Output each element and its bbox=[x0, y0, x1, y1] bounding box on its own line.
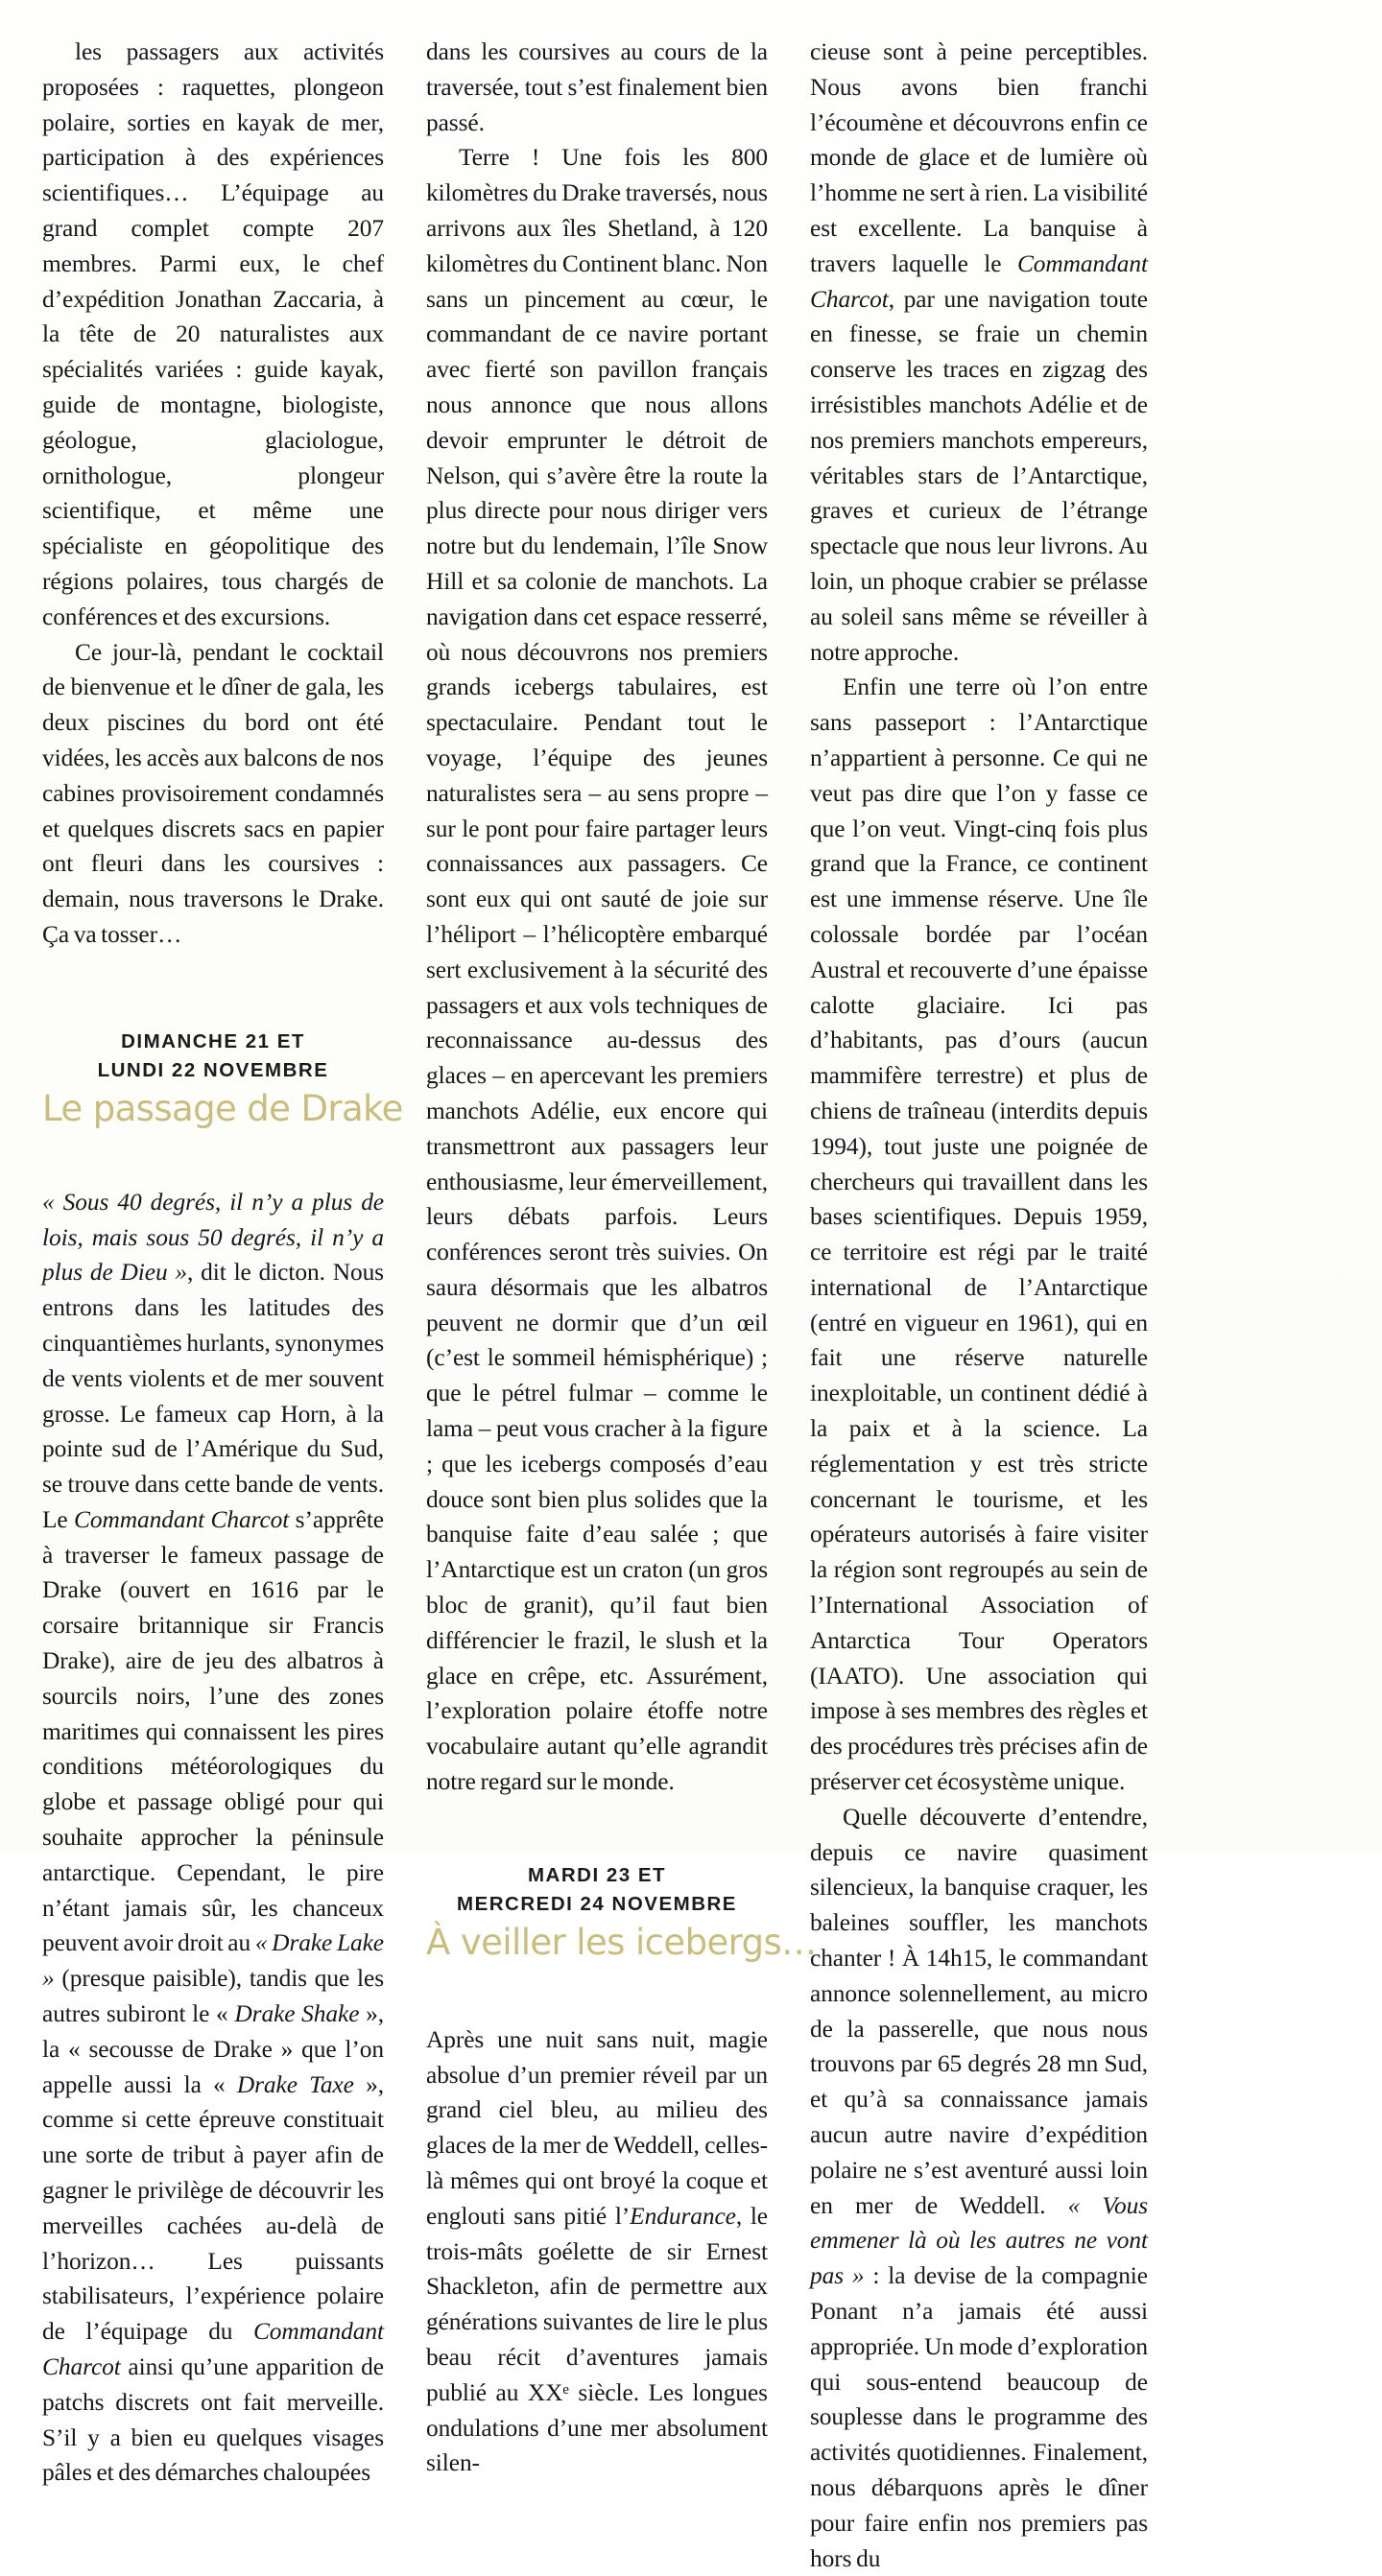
text-run: », la « secousse de Drake » que l’on appelle aussi la « bbox=[42, 2000, 384, 2098]
text-run: , le trois-mâts goélette de sir Ernest Shackleton, afin de permettre aux générations suivantes de lire le plus beau récit d’aventures jamais publié au XXᵉ siècle. Les longues ondulations d’une mer absolument silen- bbox=[426, 2202, 768, 2477]
paragraph bbox=[810, 1800, 1148, 2576]
paragraph: Terre ! Une fois les 800 kilomètres du Drake traversés, nous arrivons aux îles Shetland, à 120 kilomètres du Continent blanc. Non sans un pincement au cœur, le commandant de ce navire portant avec fierté son pavillon français nous annonce que nous allons devoir emprunter le détroit de Nelson, qui s’avère être la route la plus directe pour nous diriger vers notre but du lendemain, l’île Snow Hill et sa colonie de manchots. La navigation dans cet espace resserré, où nous découvrons nos premiers grands icebergs tabulaires, est spectaculaire. Pendant tout le voyage, l’équipe des jeunes naturalistes sera – au sens propre – sur le pont pour faire partager leurs connaissances aux passagers. Ce sont eux qui ont sauté de joie sur l’héliport – l’hélicoptère embarqué sert exclusivement à la sécurité des passagers et aux vols techniques de reconnaissance au-dessus des glaces – en apercevant les premiers manchots Adélie, eux encore qui transmettront aux passagers leur enthousiasme, leur émerveillement, leurs débats parfois. Leurs conférences seront très suivies. On saura désormais que les albatros peuvent ne dormir que d’un œil (c’est le sommeil hémisphérique) ; que le pétrel fulmar – comme le lama – peut vous cracher à la figure ; que les icebergs composés d’eau douce sont bien plus solides que la banquise faite d’eau salée ; que l’Antarctique est un craton (un gros bloc de granit), qu’il faut bien différencier le frazil, le slush et la glace en crêpe, etc. Assurément, l’exploration polaire étoffe notre vocabulaire autant qu’elle agrandit notre regard sur le monde. bbox=[426, 144, 768, 1796]
quote-text: « Sous 40 degrés, il n’y a plus de lois, mais sous 50 degrés, il n’y a plus de Dieu » bbox=[42, 1188, 384, 1287]
spacer bbox=[42, 953, 384, 1028]
paragraph bbox=[42, 1185, 384, 2491]
text-run: ainsi qu’une apparition de patchs discrets ont fait merveille. S’il y a bien eu quelques visages pâles et des démarches chaloupées bbox=[42, 2353, 384, 2487]
column-3 bbox=[810, 35, 1149, 2572]
section-heading-1 bbox=[42, 1028, 403, 1131]
ship-name-endurance: Endurance bbox=[630, 2202, 736, 2230]
paragraph bbox=[810, 35, 1148, 670]
text-run: cieuse sont à peine perceptibles. Nous avons bien franchi l’écoumène et découvrons enfin ce monde de glace et de lumière où l’homme ne sert à rien. La visibilité est excellente. La banquise à travers laquelle le bbox=[810, 38, 1148, 277]
text-run: Quelle découverte d’entendre, depuis ce navire quasiment silencieux, la banquise craquer, les baleines souffler, les manchots chanter ! À 14h15, le commandant annonce solennellement, au micro de la passerelle, que nous nous trouvons par 65 degrés 28 mn Sud, et qu’à sa connaissance jamais aucun autre navire d’expédition polaire ne s’est aventuré aussi loin en mer de Weddell. bbox=[810, 1803, 1148, 2219]
column-1 bbox=[42, 35, 403, 2487]
paragraph bbox=[426, 2022, 768, 2481]
text-run: (presque paisible), tandis que les autres subiront le « bbox=[42, 1965, 384, 2028]
paragraph: Enfin une terre où l’on entre sans passeport : l’Antarctique n’appartient à personne. Ce qui ne veut pas dire que l’on y fasse ce que l’on veut. Vingt-cinq fois plus grand que la France, ce continent est une immense réserve. Une île colossale bordée par l’océan Austral et recouverte d’une épaisse calotte glaciaire. Ici pas d’habitants, pas d’ours (aucun mammifère terrestre) et plus de chiens de traîneau (interdits depuis 1994), tout juste une poignée de chercheurs qui travaillent dans les bases scientifiques. Depuis 1959, ce territoire est régi par le traité international de l’Antarctique (entré en vigueur en 1961), qui en fait une réserve naturelle inexploitable, un continent dédié à la paix et à la science. La réglementation y est très stricte concernant le tourisme, et les opérateurs autorisés à faire visiter la région sont regroupés au sein de l’International Association of Antarctica Tour Operators (IAATO). Une association qui impose à ses membres des règles et des procédures très précises afin de préserver cet écosystème unique. bbox=[810, 674, 1148, 1796]
text-run: , par une navigation toute en finesse, se fraie un chemin conserve les traces en zigzag des irrésistibles manchots Adélie et de nos premiers manchots empereurs, véritables stars de l’Antarctique, graves et curieux de l’étrange spectacle que nous leur livrons. Au loin, un phoque crabier se prélasse au soleil sans même se réveiller à notre approche. bbox=[810, 285, 1148, 666]
section-heading-title: À veiller les icebergs… bbox=[426, 1921, 817, 1963]
spacer bbox=[426, 1800, 768, 1861]
section-heading-2 bbox=[426, 1861, 817, 1965]
motto-text: « Vous emmener là où les autres ne vont pas » bbox=[810, 2191, 1149, 2290]
section-heading-dates-line-2: LUNDI 22 NOVEMBRE bbox=[97, 1058, 329, 1081]
spacer bbox=[42, 1131, 384, 1185]
text-run: , dit le dicton. Nous entrons dans les latitudes des cinquantièmes hurlants, synonymes de vents violents et de mer souvent grosse. Le fameux cap Horn, à la pointe sud de l’Amérique du Sud, se trouve dans cette bande de vents. Le bbox=[42, 1259, 384, 1533]
term-drake-lake: « Drake Lake » bbox=[42, 1929, 384, 1993]
ship-name: Commandant Charcot bbox=[74, 1505, 290, 1533]
section-heading-title: Le passage de Drake bbox=[42, 1087, 403, 1129]
column-2 bbox=[426, 35, 817, 2477]
section-heading-dates-line-1: MARDI 23 ET bbox=[527, 1863, 667, 1886]
term-drake-shake: Drake Shake bbox=[234, 2000, 360, 2028]
text-run: s’apprête à traverser le fameux passage de Drake (ouvert en 1616 par le corsaire britannique sir Francis Drake), aire de jeu des albatros à sourcils noirs, l’une des zones maritimes qui connaissent les pires conditions météorologiques du globe et passage obligé pour qui souhaite approcher la péninsule antarctique. Cependant, le pire n’étant jamais sûr, les chanceux peuvent avoir droit au bbox=[42, 1505, 384, 1957]
ship-name: Commandant Charcot bbox=[810, 249, 1148, 313]
ship-name: Commandant Charcot bbox=[42, 2318, 384, 2381]
text-run: », comme si cette épreuve constituait une sorte de tribut à payer afin de gagner le privilège de découvrir les merveilles cachées au-delà de l’horizon… Les puissants stabilisateurs, l’expérience polaire de l’équipage du bbox=[42, 2070, 384, 2346]
paragraph: les passagers aux activités proposées : raquettes, plongeon polaire, sorties en kayak de mer, participation à des expériences scientifiques… L’équipage au grand complet compte 207 membres. Parmi eux, le chef d’expédition Jonathan Zaccaria, à la tête de 20 naturalistes aux spécialités variées : guide kayak, guide de montagne, biologiste, géologue, glaciologue, ornithologue, plongeur scientifique, et même une spécialiste en géopolitique des régions polaires, tous chargés de conférences et des excursions. bbox=[42, 38, 384, 630]
section-heading-dates-line-1: DIMANCHE 21 ET bbox=[121, 1029, 305, 1052]
spacer bbox=[426, 1965, 768, 2022]
paragraph: dans les coursives au cours de la traversée, tout s’est finalement bien passé. bbox=[426, 38, 768, 136]
section-heading-dates-line-2: MERCREDI 24 NOVEMBRE bbox=[457, 1892, 737, 1915]
text-run: Après une nuit sans nuit, magie absolue d’un premier réveil par un grand ciel bleu, au milieu des glaces de la mer de Weddell, celles-là mêmes qui ont broyé la coque et englouti sans pitié l’ bbox=[426, 2025, 768, 2230]
paragraph: Ce jour-là, pendant le cocktail de bienvenue et le dîner de gala, les deux piscines du bord ont été vidées, les accès aux balcons de nos cabines provisoirement condamnés et quelques discrets sacs en papier ont fleuri dans les coursives : demain, nous traversons le Drake. Ça va tosser… bbox=[42, 638, 384, 948]
article-columns bbox=[42, 35, 1344, 2572]
text-run: : la devise de la compagnie Ponant n’a jamais été aussi appropriée. Un mode d’exploration qui sous-entend beaucoup de souplesse dans le programme des activités quotidiennes. Finalement, nous débarquons après le dîner pour faire enfin nos premiers pas hors du bbox=[810, 2262, 1148, 2572]
term-drake-taxe: Drake Taxe bbox=[236, 2070, 354, 2098]
